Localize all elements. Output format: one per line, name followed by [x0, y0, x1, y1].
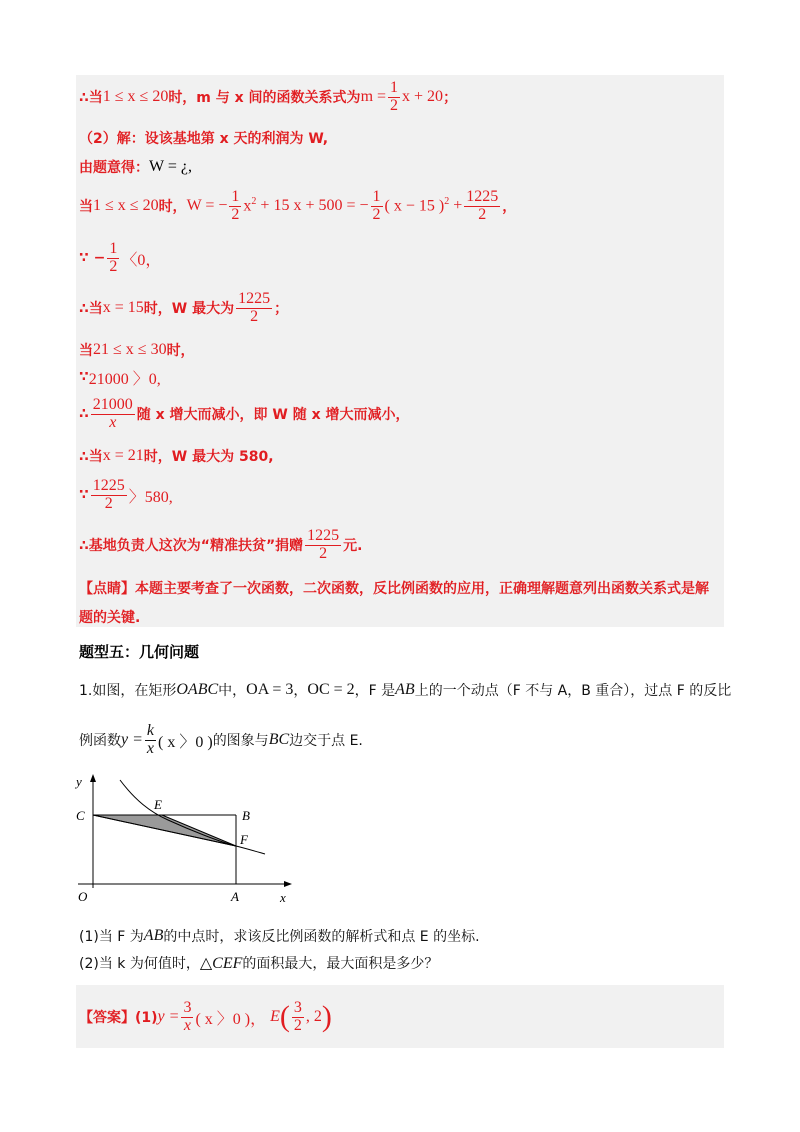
solution-line-5: ∵ − $\frac{1}{2}$ 〈0，: [79, 239, 162, 275]
label-f: F: [240, 832, 248, 847]
solution-line-1: ∴当 1 ≤ x ≤ 20 时，m 与 x 间的函数关系式为 m = $\frac{1}{2}$ x + 20 ；: [79, 78, 458, 114]
label-o: O: [78, 889, 88, 904]
section-title: 题型五：几何问题: [79, 642, 200, 661]
solution-line-11: ∵ $\frac{1225}{2}$ 〉580,: [79, 476, 173, 512]
question-1: (1)当 F 为 AB 的中点时，求该反比例函数的解析式和点 E 的坐标.: [79, 927, 480, 945]
label-y: y: [76, 774, 82, 789]
x-axis-arrow: [284, 881, 292, 887]
y-axis-arrow: [90, 774, 96, 782]
solution-line-6: ∴当 x = 15 时，W 最大为 $\frac{1225}{2}$ ；: [79, 289, 289, 325]
problem-line-2: 例函数 y = $\frac{k}{x}$ ( x 〉0 ) 的图象与 BC 边交于点 E.: [79, 721, 363, 757]
solution-line-10: ∴当 x = 21 时，W 最大为 580,: [79, 447, 274, 465]
solution-line-8: ∵ 21000 〉0,: [79, 369, 161, 388]
comment-line-2: 题的关键.: [79, 610, 141, 626]
solution-line-3: 由题意得： W = ¿,: [79, 158, 192, 176]
label-c: C: [76, 808, 85, 823]
label-a: A: [231, 889, 239, 904]
question-2: (2)当 k 为何值时， △CEF 的面积最大，最大面积是多少？: [79, 955, 439, 972]
problem-line-1: 1.如图，在矩形 OABC 中， OA = 3 ， OC = 2 ，F 是 AB 上的一个动点（F 不与 A，B 重合），过点 F 的反比: [79, 681, 732, 699]
solution-line-9: ∴ $\frac{21000}{x}$ 随 x 增大而减小，即 W 随 x 增大而减小，: [79, 395, 410, 431]
label-e: E: [154, 797, 162, 812]
solution-line-7: 当 21 ≤ x ≤ 30 时，: [79, 341, 195, 359]
geometry-figure: [70, 770, 300, 910]
comment-line-1: 【点睛】本题主要考查了一次函数，二次函数，反比例函数的应用，正确理解题意列出函数关系式是解: [79, 581, 709, 597]
label-b: B: [242, 808, 250, 823]
solution-line-12: ∴基地负责人这次为“精准扶贫”捐赠 $\frac{1225}{2}$ 元.: [79, 526, 363, 562]
solution-line-4: 当 1 ≤ x ≤ 20 时， W = − $\frac{1}{2}$ $x^2$ + 15 x + 500 = − $\frac{1}{2}$ ( x − 15 )$^2$ + $\frac{1225}{2}$ ，: [79, 187, 517, 223]
label-x: x: [280, 890, 286, 905]
solution-line-2: （2）解：设该基地第 x 天的利润为 W,: [79, 131, 329, 147]
answer-line: 【答案】(1) y = $\frac{3}{x}$ ( x 〉0 )， E ( $\frac{3}{2}$ , 2 ): [79, 998, 332, 1034]
